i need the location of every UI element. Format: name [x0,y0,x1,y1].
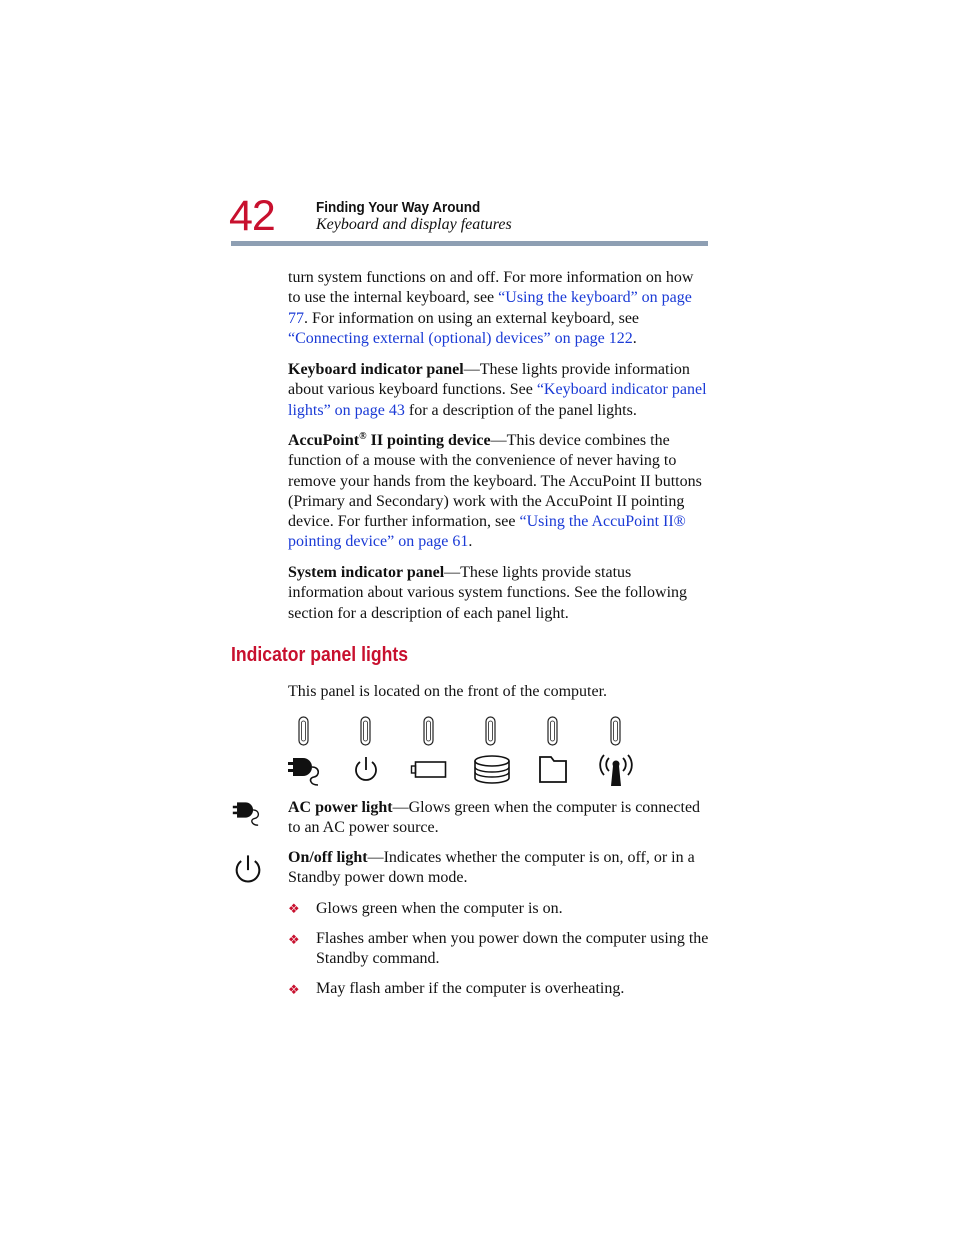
text: —Indicates whether the computer is on, off, or in a Standby power down mode. [288,849,695,887]
text: . [632,329,637,347]
text: for a description of the panel lights. [404,401,637,419]
page-number: 42 [229,192,275,240]
text: —These lights provide status information about various system functions. See the following section for a description of each panel light. [288,564,688,622]
keyboard-indicator-paragraph [288,360,708,421]
text: —This device combines the function of a mouse with the convenience of never having to remove your hands from the keyboard. The AccuPoint II buttons (Primary and Secondary) work with the AccuPoint II pointing device. For further information, see [288,432,702,531]
term-accupoint: AccuPoint® II pointing device [288,431,491,449]
wireless-antenna-icon [598,754,634,788]
led-icon [547,716,558,746]
ac-power-icon [231,799,265,826]
list-item: Flashes amber when you power down the computer using the Standby command. [316,930,709,968]
led-icon [298,716,309,746]
link-using-accupoint[interactable]: “Using the AccuPoint II® pointing device” on page 61 [288,513,686,551]
power-icon [352,754,380,784]
text: . [468,533,473,551]
bullet-icon: ❖ [288,901,300,916]
term-system-indicator-panel: System indicator panel [288,564,445,581]
ac-power-icon [286,754,326,786]
bullet-icon: ❖ [288,982,300,997]
led-icon [423,716,434,746]
ac-power-light-description [288,798,708,839]
section-heading: Indicator panel lights [231,644,409,666]
text: —These lights provide information about various keyboard functions. See [288,361,690,399]
hard-disk-icon [472,754,512,786]
led-icon [485,716,496,746]
list-item: Glows green when the computer is on. [316,900,563,917]
power-icon [231,852,265,886]
intro-paragraph [288,268,708,349]
battery-icon [410,754,448,784]
term-ac-power-light: AC power light [288,799,393,816]
chapter-title: Finding Your Way Around [316,199,481,216]
system-indicator-paragraph [288,563,708,624]
link-keyboard-indicator-lights[interactable]: “Keyboard indicator panel lights” on page 43 [288,381,707,419]
text: . For information on using an external keyboard, see [304,309,640,327]
accupoint-paragraph [288,431,708,553]
led-icon [360,716,371,746]
indicator-panel-illustration [286,716,636,788]
term-onoff-light: On/off light [288,849,368,866]
text: turn system functions on and off. For more information on how to use the internal keyboard, see [288,269,694,307]
list-item: May flash amber if the computer is overheating. [316,980,625,997]
panel-intro: This panel is located on the front of the computer. [288,683,608,700]
onoff-light-description [288,848,708,889]
bullet-icon: ❖ [288,932,300,947]
section-subtitle: Keyboard and display features [316,216,512,233]
header-rule [231,241,708,246]
link-connecting-devices[interactable]: “Connecting external (optional) devices” on page 122 [288,329,633,347]
term-keyboard-indicator-panel: Keyboard indicator panel [288,361,464,378]
link-using-keyboard[interactable]: “Using the keyboard” on page 77 [288,289,692,327]
led-icon [610,716,621,746]
text: —Glows green when the computer is connected to an AC power source. [288,799,701,837]
memory-card-icon [538,754,568,784]
